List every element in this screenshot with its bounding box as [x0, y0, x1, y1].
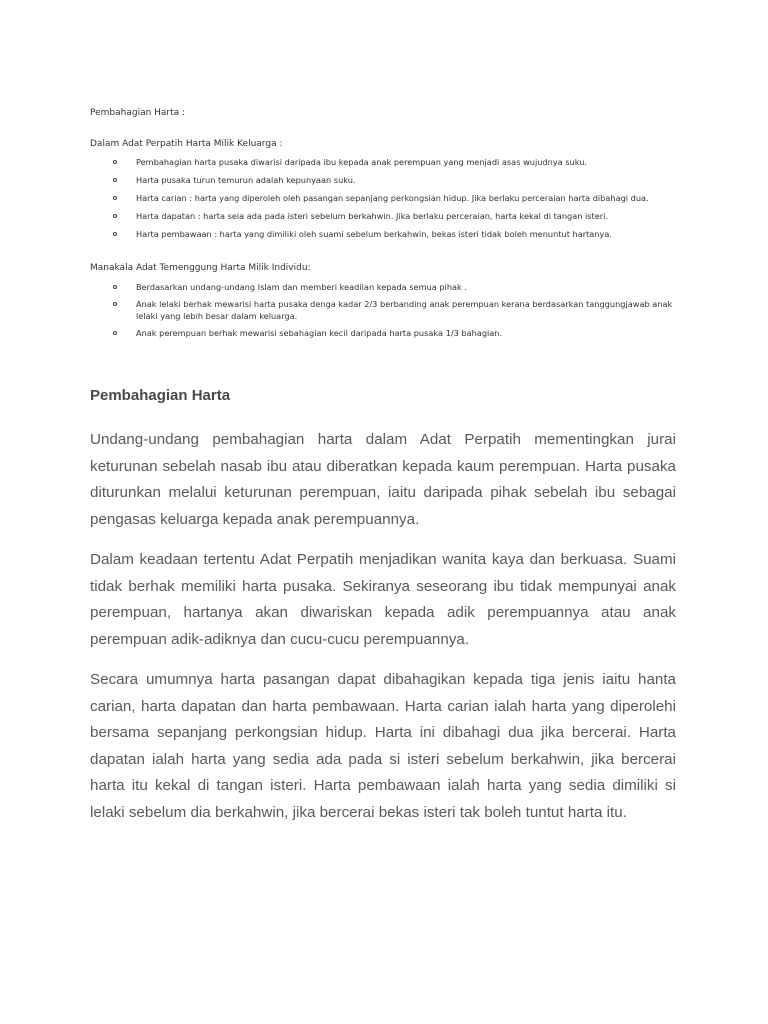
paragraph: Secara umumnya harta pasangan dapat dibahagikan kepada tiga jenis iaitu hanta carian, harta dapatan dan harta pembawaan. Harta carian ialah harta yang diperolehi bersama sepanjang perkongsian hidup. Harta ini dibahagi dua jika bercerai. Harta dapatan ialah harta yang sedia ada pada si isteri sebelum berkahwin, jika bercerai harta itu kekal di tangan isteri. Harta pembawaan ialah harta yang sedia dimiliki si lelaki sebelum dia berkahwin, jika bercerai bekas isteri tak boleh tuntut harta itu. [90, 671, 676, 821]
paragraph: Undang-undang pembahagian harta dalam Adat Perpatih mementingkan jurai keturunan sebelah nasab ibu atau diberatkan kepada kaum perempuan. Harta pusaka diturunkan melalui keturunan perempuan, iaitu daripada pihak sebelah ibu sebagai pengasas keluarga kepada anak perempuannya. [90, 431, 676, 528]
list-item [90, 327, 680, 339]
temenggung-heading: Manakala Adat Temenggung Harta Milik Individu: [90, 263, 311, 273]
list-item-text: Anak lelaki berhak mewarisi harta pusaka denga kadar 2/3 berbanding anak perempuan kerana berdasarkan tanggungjawab anak lelaki yang lebih besar dalam keluarga. [136, 299, 673, 321]
temenggung-list [90, 281, 680, 344]
paragraph: Dalam keadaan tertentu Adat Perpatih menjadikan wanita kaya dan berkuasa. Suami tidak berhak memiliki harta pusaka. Sekiranya seseorang ibu tidak mempunyai anak perempuan, hartanya akan diwariskan kepada adik perempuannya atau anak perempuan adik-adiknya dan cucu-cucu perempuannya. [90, 551, 676, 648]
list-item [90, 228, 680, 240]
bullet-circle-icon [113, 160, 117, 164]
perpatih-list [90, 156, 680, 246]
list-item-text: Anak perempuan berhak mewarisi sebahagian kecil daripada harta pusaka 1/3 bahagian. [136, 328, 503, 338]
bullet-circle-icon [113, 285, 117, 289]
bullet-circle-icon [113, 232, 117, 236]
list-item [90, 210, 680, 222]
bullet-circle-icon [113, 178, 117, 182]
list-item-text: Berdasarkan undang-undang Islam dan memberi keadilan kepada semua pihak . [136, 282, 467, 292]
list-item [90, 174, 680, 186]
list-item [90, 192, 680, 204]
list-item [90, 156, 680, 168]
section-title: Pembahagian Harta [90, 387, 231, 404]
bullet-circle-icon [113, 331, 117, 335]
list-item-text: Harta carian : harta yang diperoleh oleh pasangan sepanjang perkongsian hidup. Jika berlaku perceraian harta dibahagi dua. [136, 193, 649, 203]
list-item-text: Harta pusaka turun temurun adalah kepunyaan suku. [136, 175, 356, 185]
list-item-text: Pembahagian harta pusaka diwarisi daripada ibu kepada anak perempuan yang menjadi asas wujudnya suku. [136, 157, 588, 167]
section-heading-pembahagian-harta: Pembahagian Harta : [90, 108, 186, 118]
list-item-text: Harta pembawaan : harta yang dimiliki oleh suami sebelum berkahwin, bekas isteri tidak boleh menuntut hartanya. [136, 229, 612, 239]
bullet-circle-icon [113, 214, 117, 218]
bullet-circle-icon [113, 196, 117, 200]
bullet-circle-icon [113, 302, 117, 306]
list-item [90, 298, 680, 322]
list-item-text: Harta dapatan : harta seia ada pada isteri sebelum berkahwin. Jika berlaku perceraian, harta kekal di tangan isteri. [136, 211, 609, 221]
list-item [90, 281, 680, 293]
perpatih-heading: Dalam Adat Perpatih Harta Milik Keluarga : [90, 139, 283, 149]
